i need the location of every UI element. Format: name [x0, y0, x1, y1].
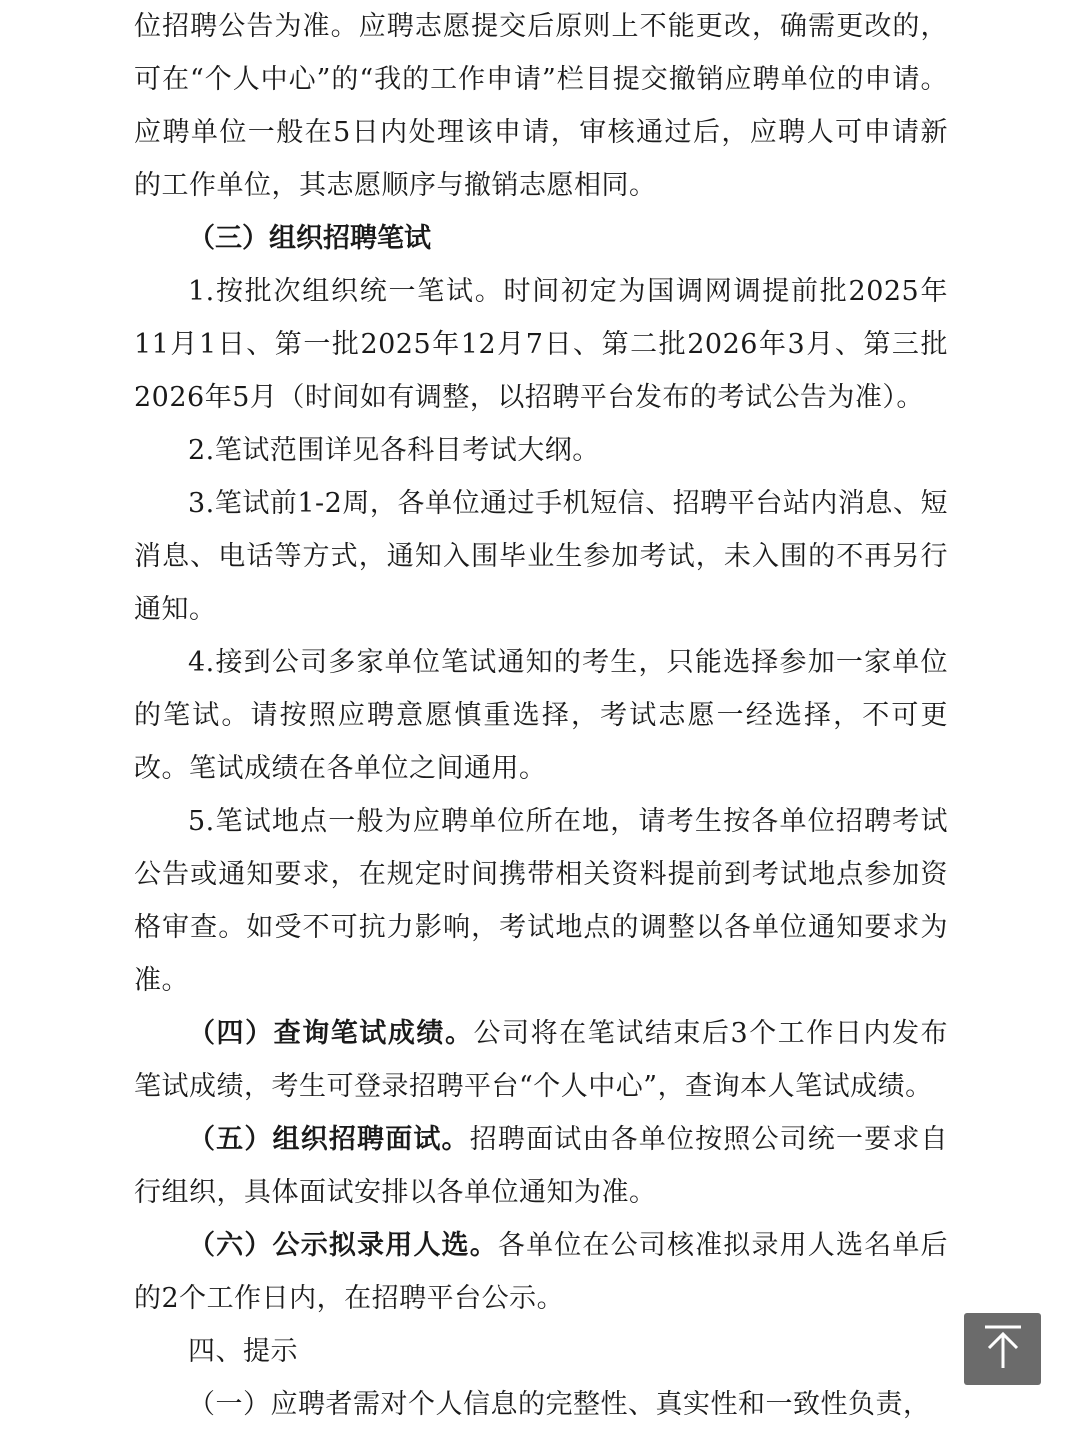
heading-written-exam: （三）组织招聘笔试 [188, 223, 431, 254]
arrow-up-to-line-icon [983, 1324, 1023, 1374]
paragraph-exam-results [134, 1007, 948, 1113]
list-item-exam-scope: 2.笔试范围详见各科目考试大纲。 [188, 435, 600, 466]
list-item-exam-notice: 3.笔试前1-2周，各单位通过手机短信、招聘平台站内消息、短消息、电话等方式，通知入围毕业生参加考试，未入围的不再另行通知。 [134, 488, 948, 625]
back-to-top-button[interactable] [964, 1313, 1041, 1385]
article-body [134, 0, 948, 1431]
heading-publicity: （六）公示拟录用人选。 [188, 1230, 498, 1261]
paragraph-tip-one: （一）应聘者需对个人信息的完整性、真实性和一致性负责， [188, 1389, 931, 1420]
text-exam-results: 公司将在笔试结束后3个工作日内发布笔试成绩，考生可登录招聘平台“个人中心”，查询本人笔试成绩。 [134, 1018, 949, 1102]
heading-section-tips: 四、提示 [188, 1336, 298, 1367]
text-publicity: 各单位在公司核准拟录用人选名单后的2个工作日内，在招聘平台公示。 [134, 1230, 949, 1314]
heading-exam-results: （四）查询笔试成绩。 [188, 1018, 474, 1049]
list-item-exam-location: 5.笔试地点一般为应聘单位所在地，请考生按各单位招聘考试公告或通知要求，在规定时间携带相关资料提前到考试地点参加资格审查。如受不可抗力影响，考试地点的调整以各单位通知要求为准。 [134, 806, 948, 996]
paragraph-interview [134, 1113, 948, 1219]
list-item-exam-schedule: 1.按批次组织统一笔试。时间初定为国调网调提前批2025年11月1日、第一批2025年12月7日、第二批2026年3月、第三批2026年5月（时间如有调整，以招聘平台发布的考试公告为准）。 [134, 276, 948, 413]
text-interview: 招聘面试由各单位按照公司统一要求自行组织，具体面试安排以各单位通知为准。 [134, 1124, 949, 1208]
heading-interview: （五）组织招聘面试。 [188, 1124, 470, 1155]
list-item-exam-choice: 4.接到公司多家单位笔试通知的考生，只能选择参加一家单位的笔试。请按照应聘意愿慎重选择，考试志愿一经选择，不可更改。笔试成绩在各单位之间通用。 [134, 647, 948, 784]
paragraph-publicity [134, 1219, 948, 1325]
paragraph-application-change: 位招聘公告为准。应聘志愿提交后原则上不能更改，确需更改的，可在“个人中心”的“我的工作申请”栏目提交撤销应聘单位的申请。应聘单位一般在5日内处理该申请，审核通过后，应聘人可申请新的工作单位，其志愿顺序与撤销志愿相同。 [134, 11, 948, 201]
